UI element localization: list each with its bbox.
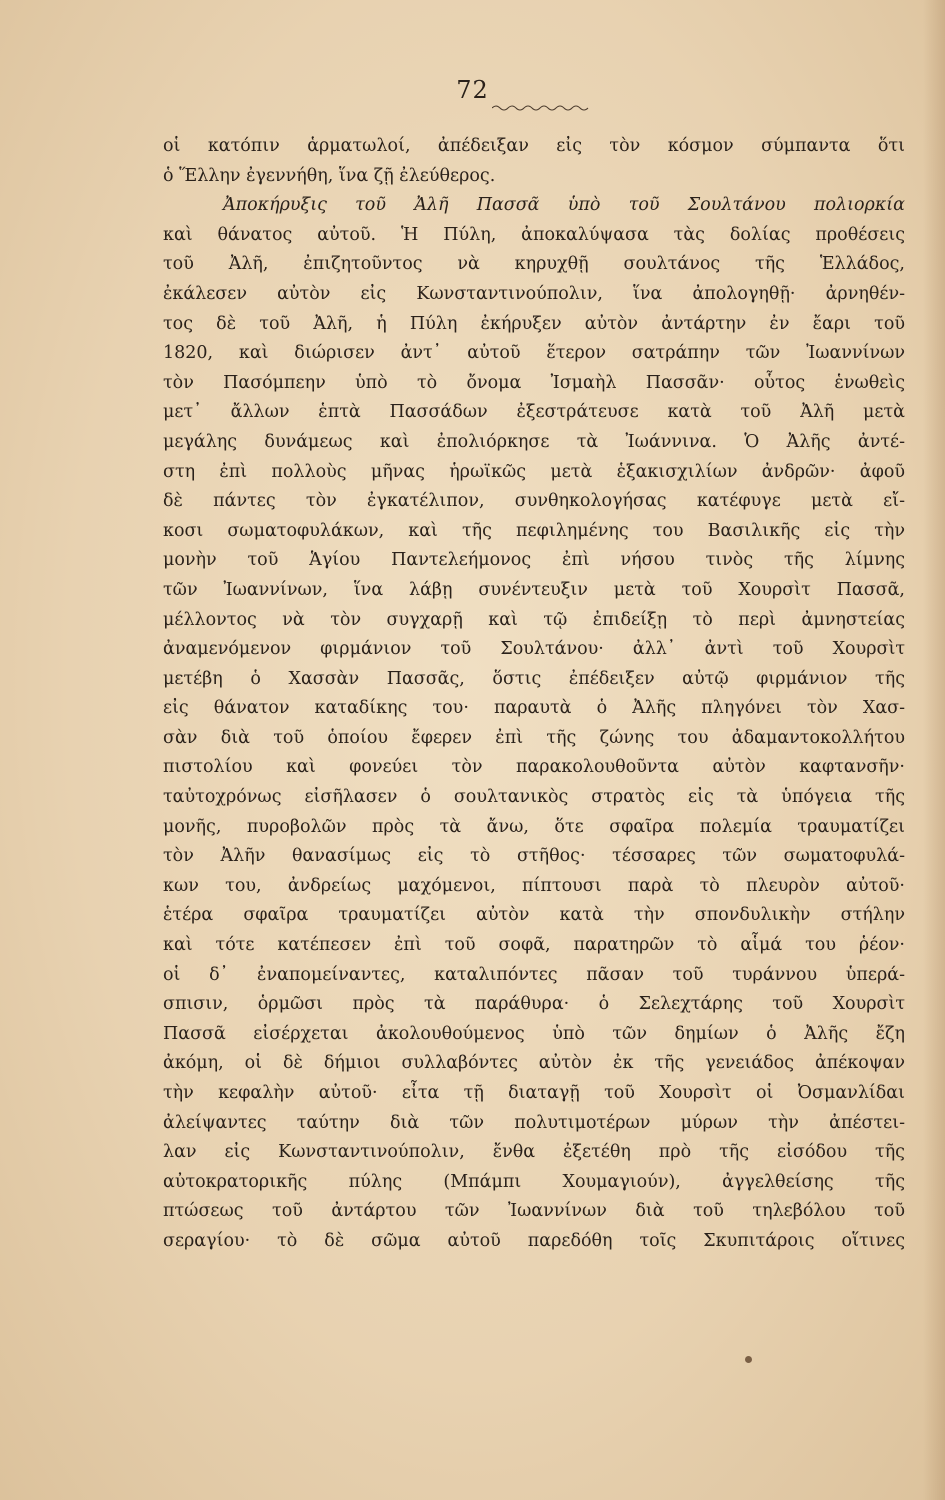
text-line: καὶ τότε κατέπεσεν ἐπὶ τοῦ σοφᾶ, παρατηρῶν τὸ αἷμά του ῥέον· <box>163 935 905 956</box>
text-line: μετέβη ὁ Χασσὰν Πασσᾶς, ὅστις ἐπέδειξεν αὐτῷ φιρμάνιον τῆς <box>163 668 905 689</box>
text-line: τῶν Ἰωαννίνων, ἵνα λάβῃ συνέντευξιν μετὰ τοῦ Χουρσὶτ Πασσᾶ, <box>163 579 905 600</box>
page-number: 72 <box>456 76 489 104</box>
text-line: μέλλοντος νὰ τὸν συγχαρῇ καὶ τῷ ἐπιδείξῃ τὸ περὶ ἀμνηστείας <box>163 609 905 630</box>
body-text <box>163 132 905 1257</box>
text-line: Πασσᾶ εἰσέρχεται ἀκολουθούμενος ὑπὸ τῶν δημίων ὁ Ἀλῆς ἔζη <box>163 1023 905 1044</box>
text-line: πτώσεως τοῦ ἀντάρτου τῶν Ἰωαννίνων διὰ τοῦ τηλεβόλου τοῦ <box>163 1201 905 1222</box>
text-line: ἐκάλεσεν αὐτὸν εἰς Κωνσταντινούπολιν, ἵνα ἀπολογηθῇ· ἀρνηθέν- <box>163 283 905 304</box>
text-line: πιστολίου καὶ φονεύει τὸν παρακολουθοῦντα αὐτὸν καφτανσῆν· <box>163 757 905 778</box>
text-line: μονῆς, πυροβολῶν πρὸς τὰ ἄνω, ὅτε σφαῖρα πολεμία τραυματίζει <box>163 816 905 837</box>
text-line: δὲ πάντες τὸν ἐγκατέλιπον, συνθηκολογήσας κατέφυγε μετὰ εἴ- <box>163 491 905 512</box>
text-line: καὶ θάνατος αὐτοῦ. Ἡ Πύλη, ἀποκαλύψασα τὰς δολίας προθέσεις <box>163 224 905 245</box>
text-line: εἰς θάνατον καταδίκης του· παραυτὰ ὁ Ἀλῆς πληγόνει τὸν Χασ- <box>163 698 905 719</box>
text-line: κων του, ἀνδρείως μαχόμενοι, πίπτουσι παρὰ τὸ πλευρὸν αὐτοῦ· <box>163 875 905 896</box>
text-line: ταὐτοχρόνως εἰσῆλασεν ὁ σουλτανικὸς στρατὸς εἰς τὰ ὑπόγεια τῆς <box>163 787 905 808</box>
text-line: τοῦ Ἀλῆ, ἐπιζητοῦντος νὰ κηρυχθῇ σουλτάνος τῆς Ἑλλάδος, <box>163 254 905 275</box>
ink-dot <box>745 1356 752 1363</box>
text-line: αὐτοκρατορικῆς πύλης (Μπάμπι Χουμαγιούν), ἀγγελθείσης τῆς <box>163 1171 905 1192</box>
text-line: σεραγίου· τὸ δὲ σῶμα αὐτοῦ παρεδόθη τοῖς Σκυπιτάροις οἵτινες <box>163 1230 905 1251</box>
text-line: ἑτέρα σφαῖρα τραυματίζει αὐτὸν κατὰ τὴν σπονδυλικὴν στήλην <box>163 905 905 926</box>
wavy-ornament-icon <box>492 104 592 112</box>
text-line: οἱ κατόπιν ἁρματωλοί, ἀπέδειξαν εἰς τὸν κόσμον σύμπαντα ὅτι <box>163 136 905 156</box>
text-line: μονὴν τοῦ Ἁγίου Παντελεήμονος ἐπὶ νήσου τινὸς τῆς λίμνης <box>163 550 905 571</box>
text-line: τος δὲ τοῦ Ἀλῆ, ἡ Πύλη ἐκήρυξεν αὐτὸν ἀντάρτην ἐν ἔαρι τοῦ <box>163 313 905 334</box>
text-line: ἀκόμη, οἱ δὲ δήμιοι συλλαβόντες αὐτὸν ἐκ τῆς γενειάδος ἀπέκοψαν <box>163 1053 905 1074</box>
text-line: τὴν κεφαλὴν αὐτοῦ· εἶτα τῇ διαταγῇ τοῦ Χουρσὶτ οἱ Ὀσμανλίδαι <box>163 1083 905 1103</box>
text-line: μετ᾽ ἄλλων ἑπτὰ Πασσάδων ἐξεστράτευσε κατὰ τοῦ Ἀλῆ μετὰ <box>163 402 905 423</box>
text-line: ὁ Ἕλλην ἐγεννήθη, ἵνα ζῇ ἐλεύθερος. <box>163 165 496 186</box>
text-line: ἀλείψαντες ταύτην διὰ τῶν πολυτιμοτέρων μύρων τὴν ἀπέστει- <box>163 1112 905 1133</box>
section-heading-line: Ἀποκήρυξις τοῦ Ἀλῆ Πασσᾶ ὑπὸ τοῦ Σουλτάνου πολιορκία <box>223 195 905 216</box>
text-line: 1820, καὶ διώρισεν ἀντ᾽ αὐτοῦ ἕτερον σατράπην τῶν Ἰωαννίνων <box>163 343 905 364</box>
text-line: μεγάλης δυνάμεως καὶ ἐπολιόρκησε τὰ Ἰωάννινα. Ὁ Ἀλῆς ἀντέ- <box>163 431 905 452</box>
text-line: τὸν Πασόμπεην ὑπὸ τὸ ὄνομα Ἰσμαὴλ Πασσᾶν· οὗτος ἑνωθεὶς <box>163 372 905 393</box>
text-line: σὰν διὰ τοῦ ὁποίου ἔφερεν ἐπὶ τῆς ζώνης του ἀδαμαντοκολλήτου <box>163 727 905 748</box>
text-line: κοσι σωματοφυλάκων, καὶ τῆς πεφιλημένης του Βασιλικῆς εἰς τὴν <box>163 520 905 541</box>
text-line: οἱ δ᾽ ἐναπομείναντες, καταλιπόντες πᾶσαν τοῦ τυράννου ὑπερά- <box>163 964 905 985</box>
text-line: ἀναμενόμενον φιρμάνιον τοῦ Σουλτάνου· ἀλλ᾽ ἀντὶ τοῦ Χουρσὶτ <box>163 639 905 660</box>
page-edge-shadow <box>923 0 945 1500</box>
text-line: σπισιν, ὁρμῶσι πρὸς τὰ παράθυρα· ὁ Σελεχτάρης τοῦ Χουρσὶτ <box>163 994 905 1015</box>
text-line: λαν εἰς Κωνσταντινούπολιν, ἔνθα ἐξετέθη πρὸ τῆς εἰσόδου τῆς <box>163 1142 905 1163</box>
text-line: τὸν Ἀλῆν θανασίμως εἰς τὸ στῆθος· τέσσαρες τῶν σωματοφυλά- <box>163 846 905 867</box>
text-line: στη ἐπὶ πολλοὺς μῆνας ἡρωϊκῶς μετὰ ἑξακισχιλίων ἀνδρῶν· ἀφοῦ <box>163 461 905 482</box>
